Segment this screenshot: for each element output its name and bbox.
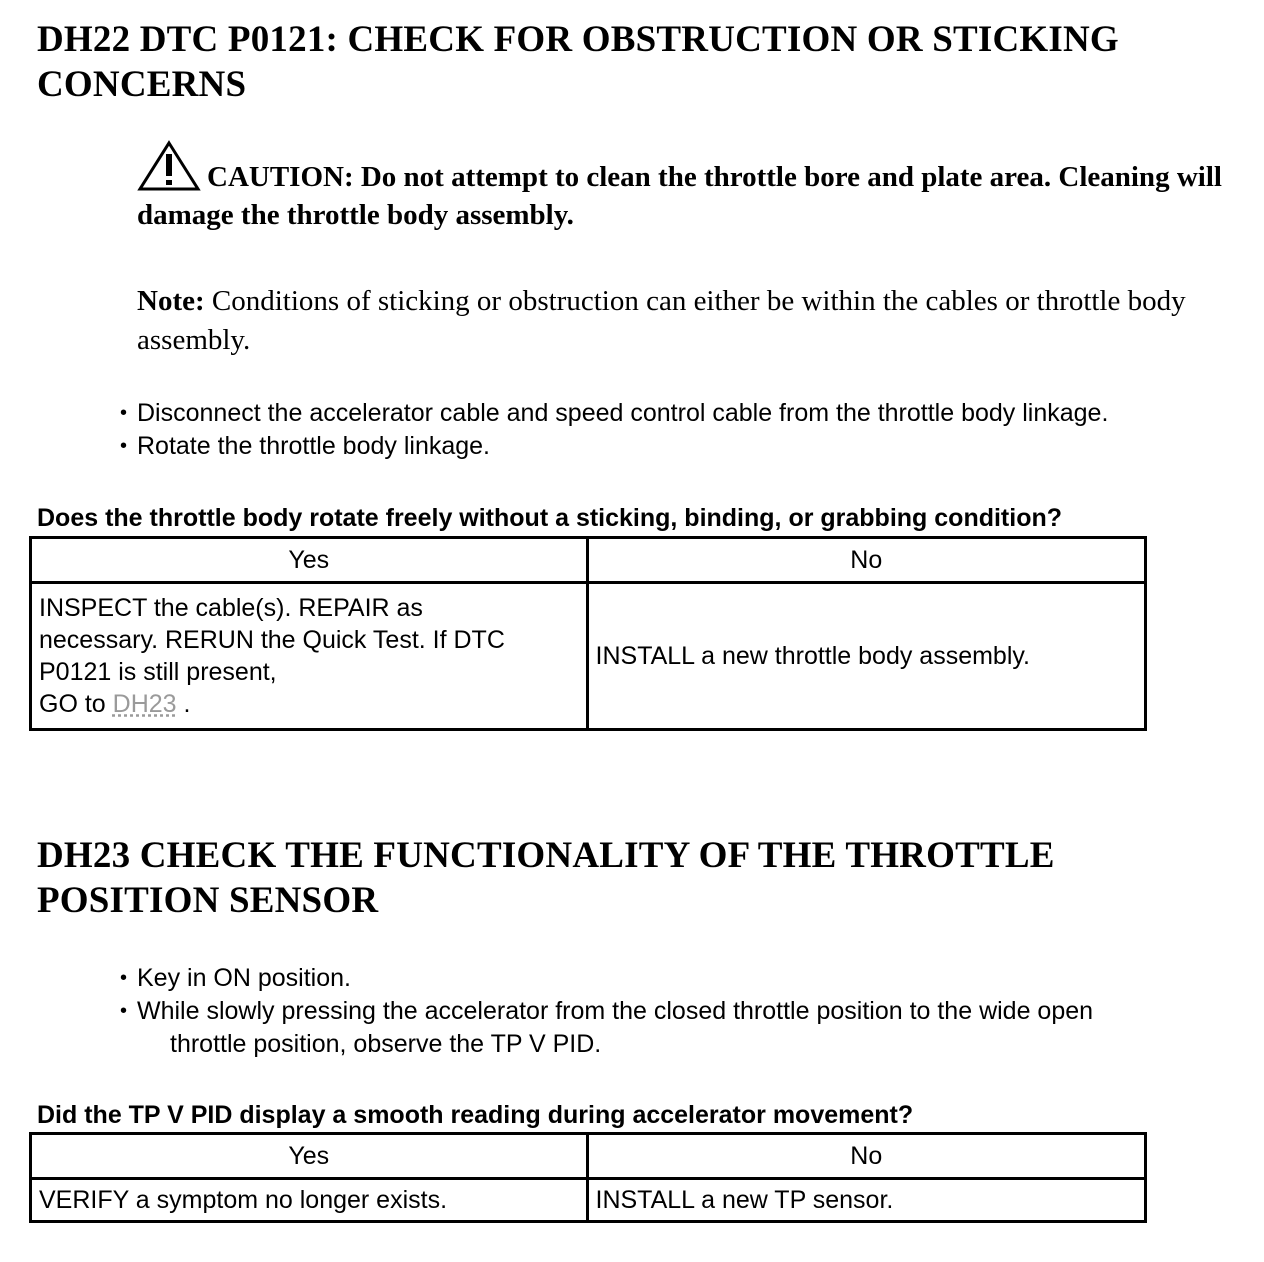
step-text: Key in ON position. bbox=[137, 964, 351, 992]
dh22-question: Does the throttle body rotate freely without a sticking, binding, or grabbing condition? bbox=[37, 504, 1063, 532]
goto-suffix: . bbox=[176, 690, 191, 718]
table-header-row bbox=[31, 1134, 1146, 1179]
yes-text-line2: necessary. RERUN the Quick Test. If DTC bbox=[39, 626, 505, 654]
dh22-steps-list bbox=[118, 397, 1108, 463]
goto-prefix: GO to bbox=[39, 690, 113, 718]
section-dh23-title bbox=[37, 833, 1055, 923]
section-dh23-title-line2: POSITION SENSOR bbox=[37, 880, 379, 921]
no-header: No bbox=[587, 538, 1145, 583]
table-row bbox=[31, 583, 1146, 730]
table-header-row bbox=[31, 538, 1146, 583]
caution-text: CAUTION: Do not attempt to clean the throttle bore and plate area. Cleaning will damage the throttle body assembly. bbox=[137, 161, 1222, 231]
list-item bbox=[118, 962, 1228, 995]
no-cell: INSTALL a new throttle body assembly. bbox=[587, 583, 1145, 730]
bullet-icon: • bbox=[120, 967, 128, 989]
list-item bbox=[118, 397, 1108, 430]
section-dh22-title-line1: DH22 DTC P0121: CHECK FOR OBSTRUCTION OR STICKING bbox=[37, 19, 1119, 60]
yes-cell: VERIFY a symptom no longer exists. bbox=[31, 1179, 588, 1222]
step-text: While slowly pressing the accelerator from the closed throttle position to the wide open bbox=[137, 997, 1094, 1025]
section-dh22-title bbox=[37, 17, 1119, 107]
yes-header: Yes bbox=[31, 1134, 588, 1179]
bullet-icon: • bbox=[120, 435, 128, 457]
yes-text-line1: INSPECT the cable(s). REPAIR as bbox=[39, 594, 423, 622]
dh23-decision-table bbox=[29, 1132, 1147, 1223]
bullet-icon: • bbox=[120, 1000, 128, 1022]
step-text: Disconnect the accelerator cable and speed control cable from the throttle body linkage. bbox=[137, 399, 1109, 427]
dh23-link[interactable]: DH23 bbox=[112, 690, 177, 718]
bullet-icon: • bbox=[120, 402, 128, 424]
section-dh23-title-line1: DH23 CHECK THE FUNCTIONALITY OF THE THROTTLE bbox=[37, 835, 1055, 876]
yes-cell bbox=[31, 583, 588, 730]
yes-header: Yes bbox=[31, 538, 588, 583]
dh22-decision-table bbox=[29, 536, 1147, 731]
yes-text-line3: P0121 is still present, bbox=[39, 658, 277, 686]
step-text-continued: throttle position, observe the TP V PID. bbox=[170, 1030, 602, 1058]
dh23-steps-list bbox=[118, 962, 1228, 1061]
note-text: Conditions of sticking or obstruction can either be within the cables or throttle body assembly. bbox=[137, 285, 1186, 356]
note-label: Note: bbox=[137, 285, 205, 317]
note-block bbox=[137, 282, 1217, 360]
section-dh22-title-line2: CONCERNS bbox=[37, 64, 247, 105]
step-text: Rotate the throttle body linkage. bbox=[137, 432, 491, 460]
no-cell: INSTALL a new TP sensor. bbox=[587, 1179, 1146, 1222]
warning-triangle-icon bbox=[137, 140, 201, 192]
dh23-question: Did the TP V PID display a smooth reading during accelerator movement? bbox=[37, 1101, 914, 1129]
list-item bbox=[118, 430, 1108, 463]
table-row bbox=[31, 1179, 1146, 1222]
no-header: No bbox=[587, 1134, 1146, 1179]
caution-block bbox=[137, 140, 1247, 234]
list-item bbox=[118, 995, 1228, 1061]
